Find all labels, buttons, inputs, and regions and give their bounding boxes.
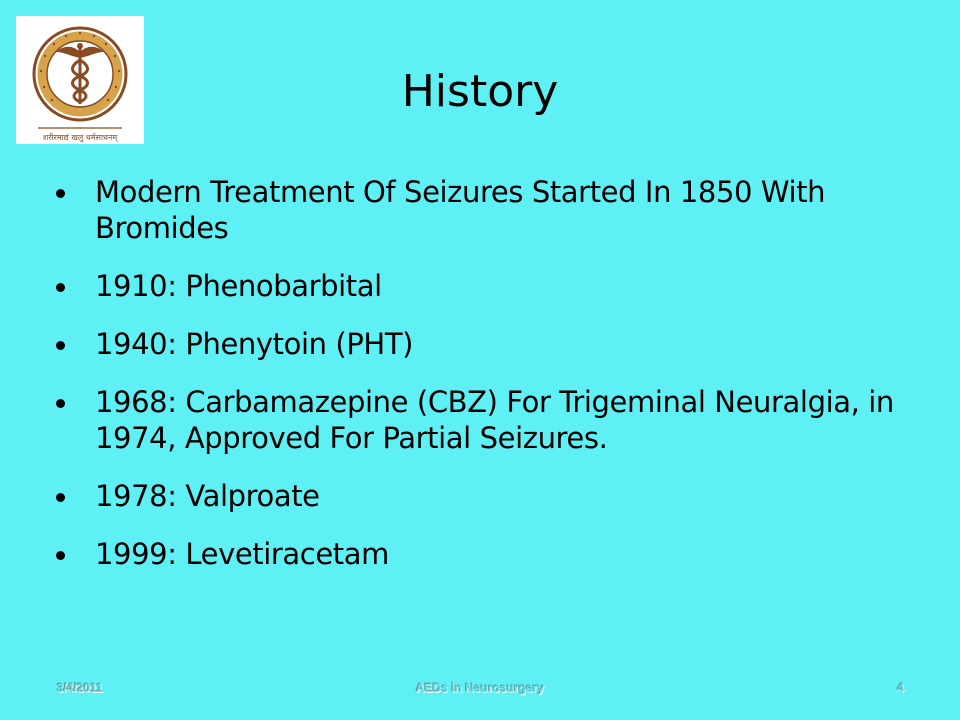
footer-title: AEDs in Neurosurgery	[415, 681, 545, 695]
bullet-item	[56, 174, 916, 246]
bullet-list	[56, 174, 916, 594]
footer-page-number: 4	[897, 681, 904, 695]
bullet-text: 1968: Carbamazepine (CBZ) For Trigeminal Neuralgia, in 1974, Approved For Partial Seizures.	[95, 385, 894, 455]
bullet-item	[56, 478, 916, 514]
bullet-item	[56, 536, 916, 572]
bullet-dot-icon	[56, 493, 65, 502]
bullet-dot-icon	[56, 551, 65, 560]
bullet-text: 1999: Levetiracetam	[95, 537, 389, 571]
bullet-dot-icon	[56, 341, 65, 350]
bullet-item	[56, 326, 916, 362]
footer-date: 3/4/2011	[57, 681, 104, 695]
bullet-dot-icon	[56, 189, 65, 198]
bullet-item	[56, 268, 916, 304]
bullet-text: 1940: Phenytoin (PHT)	[95, 327, 414, 361]
bullet-dot-icon	[56, 283, 65, 292]
bullet-text: 1978: Valproate	[95, 479, 320, 513]
bullet-text: 1910: Phenobarbital	[95, 269, 382, 303]
slide-title: History	[401, 66, 559, 117]
bullet-dot-icon	[56, 399, 65, 408]
bullet-text: Modern Treatment Of Seizures Started In 1850 With Bromides	[95, 175, 826, 245]
bullet-item	[56, 384, 916, 456]
logo-motto: शरीरमाद्यं खलु धर्मसाधनम्	[42, 133, 118, 142]
